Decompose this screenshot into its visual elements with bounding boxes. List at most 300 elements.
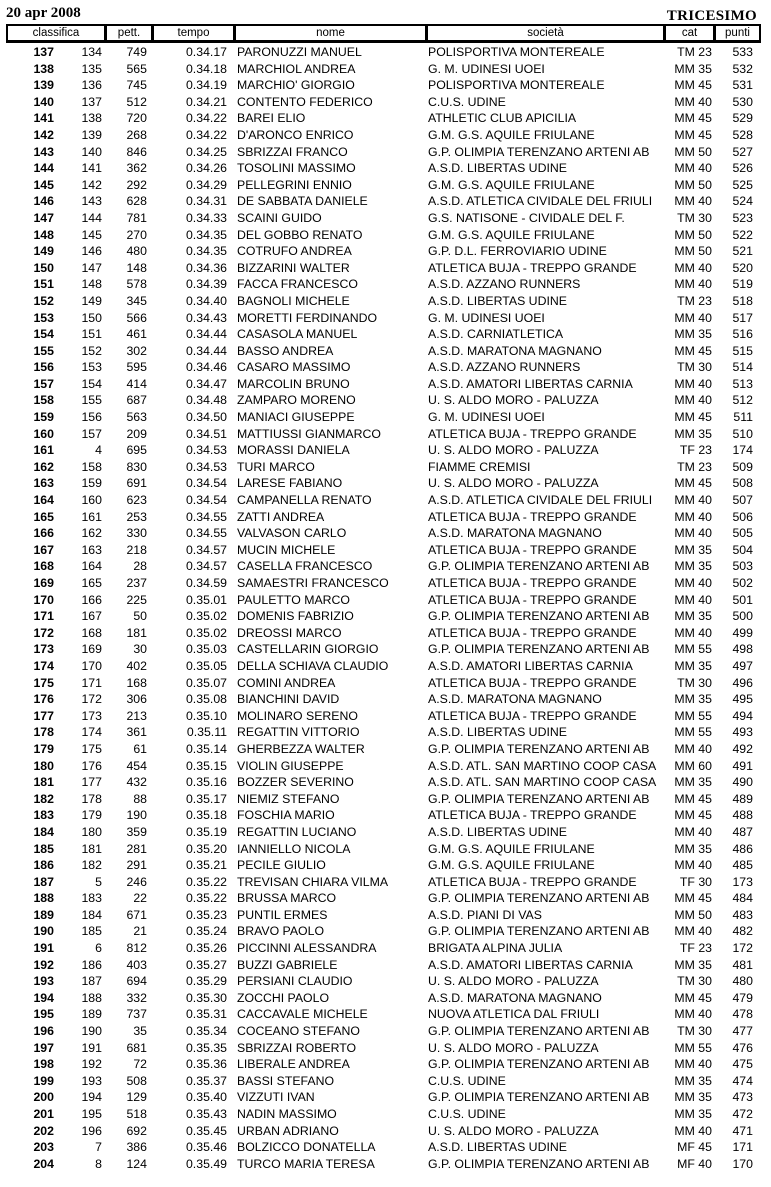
points-cell: 497	[732, 658, 753, 673]
club-cell: G.P. D.L. FERROVIARIO UDINE	[428, 244, 607, 259]
club-cell: G.P. OLIMPIA TERENZANO ARTENI AB	[428, 609, 650, 624]
points-cell: 515	[732, 343, 753, 358]
table-row	[0, 392, 771, 409]
athlete-name-cell: BAGNOLI MICHELE	[237, 293, 350, 308]
time-cell: 0.35.22	[185, 891, 227, 906]
club-cell: C.U.S. UDINE	[428, 1073, 506, 1088]
bib-number-cell: 461	[126, 327, 147, 342]
athlete-name-cell: FOSCHIA MARIO	[237, 808, 335, 823]
category-rank-cell: 156	[81, 410, 102, 425]
table-row	[0, 658, 771, 675]
club-cell: A.S.D. MARATONA MAGNANO	[428, 990, 602, 1005]
category-cell: MM 50	[674, 244, 712, 259]
bib-number-cell: 518	[126, 1107, 147, 1121]
club-cell: ATLETICA BUJA - TREPPO GRANDE	[428, 509, 637, 524]
time-cell: 0.34.48	[185, 393, 227, 408]
club-cell: G.P. OLIMPIA TERENZANO ARTENI AB	[428, 891, 650, 906]
table-row	[0, 509, 771, 526]
club-cell: POLISPORTIVA MONTEREALE	[428, 78, 605, 93]
classifica-cell: 167	[33, 542, 54, 557]
points-cell: 519	[732, 277, 753, 292]
category-rank-cell: 150	[81, 310, 102, 325]
category-rank-cell: 186	[81, 957, 102, 972]
points-cell: 501	[732, 592, 753, 607]
bib-number-cell: 168	[126, 675, 147, 690]
club-cell: A.S.D. MARATONA MAGNANO	[428, 526, 602, 541]
category-cell: MM 40	[674, 592, 712, 607]
classifica-cell: 181	[33, 775, 54, 790]
bib-number-cell: 88	[133, 791, 147, 806]
athlete-name-cell: MUCIN MICHELE	[237, 542, 336, 557]
points-cell: 518	[732, 293, 753, 308]
classifica-cell: 193	[33, 974, 54, 989]
category-rank-cell: 140	[81, 144, 102, 159]
category-cell: MM 35	[674, 775, 712, 790]
category-rank-cell: 171	[81, 675, 102, 690]
bib-number-cell: 512	[126, 94, 147, 109]
time-cell: 0.35.03	[185, 642, 227, 657]
category-cell: TM 30	[677, 1024, 712, 1039]
category-cell: MM 40	[674, 858, 712, 873]
time-cell: 0.35.15	[185, 758, 227, 773]
classifica-cell: 184	[33, 824, 54, 839]
athlete-name-cell: DELLA SCHIAVA CLAUDIO	[237, 658, 389, 673]
bib-number-cell: 846	[126, 144, 147, 159]
table-row	[0, 77, 771, 94]
table-row	[0, 127, 771, 144]
table-row	[0, 807, 771, 824]
athlete-name-cell: CACCAVALE MICHELE	[237, 1007, 368, 1022]
classifica-cell: 151	[33, 277, 54, 292]
athlete-name-cell: MOLINARO SERENO	[237, 708, 358, 723]
category-rank-cell: 169	[81, 642, 102, 657]
athlete-name-cell: MARCHIO' GIORGIO	[237, 78, 355, 93]
classifica-cell: 152	[33, 293, 54, 308]
athlete-name-cell: TOSOLINI MASSIMO	[237, 161, 356, 176]
athlete-name-cell: REGATTIN VITTORIO	[237, 725, 360, 740]
bib-number-cell: 403	[126, 957, 147, 972]
bib-number-cell: 454	[126, 758, 147, 773]
points-cell: 507	[732, 493, 753, 508]
club-cell: G.M. G.S. AQUILE FRIULANE	[428, 127, 595, 142]
table-row	[0, 575, 771, 592]
table-row	[0, 741, 771, 758]
time-cell: 0.35.26	[185, 941, 227, 956]
category-rank-cell: 188	[81, 990, 102, 1005]
column-header-nome: nome	[236, 26, 425, 40]
category-rank-cell: 165	[81, 576, 102, 590]
athlete-name-cell: BIANCHINI DAVID	[237, 692, 340, 707]
club-cell: BRIGATA ALPINA JULIA	[428, 941, 563, 956]
classifica-cell: 165	[33, 509, 54, 524]
time-cell: 0.34.44	[185, 327, 227, 342]
table-row	[0, 691, 771, 708]
table-row	[0, 193, 771, 210]
time-cell: 0.35.17	[185, 791, 227, 806]
classifica-cell: 194	[33, 990, 54, 1005]
category-rank-cell: 178	[81, 791, 102, 806]
athlete-name-cell: COCEANO STEFANO	[237, 1024, 360, 1039]
category-rank-cell: 187	[81, 974, 102, 989]
club-cell: C.U.S. UDINE	[428, 94, 506, 109]
athlete-name-cell: BRAVO PAOLO	[237, 924, 325, 939]
athlete-name-cell: VALVASON CARLO	[237, 526, 347, 541]
points-cell: 471	[732, 1123, 753, 1138]
athlete-name-cell: LIBERALE ANDREA	[237, 1057, 350, 1072]
classifica-cell: 155	[33, 343, 54, 358]
time-cell: 0.34.33	[185, 210, 227, 225]
bib-number-cell: 737	[126, 1007, 147, 1022]
classifica-cell: 149	[33, 244, 54, 259]
table-row	[0, 260, 771, 277]
time-cell: 0.35.49	[185, 1156, 227, 1171]
classifica-cell: 186	[33, 858, 54, 873]
category-cell: MM 55	[674, 1040, 712, 1055]
category-rank-cell: 168	[81, 625, 102, 640]
time-cell: 0.34.22	[185, 111, 227, 126]
classifica-cell: 192	[33, 957, 54, 972]
bib-number-cell: 812	[126, 941, 147, 956]
points-cell: 488	[732, 808, 753, 823]
time-cell: 0.35.11	[186, 725, 227, 740]
points-cell: 528	[732, 127, 753, 142]
category-cell: MM 40	[674, 310, 712, 325]
athlete-name-cell: PARONUZZI MANUEL	[237, 45, 362, 59]
time-cell: 0.34.21	[185, 94, 227, 109]
athlete-name-cell: BIZZARINI WALTER	[237, 260, 350, 275]
bib-number-cell: 681	[126, 1040, 147, 1055]
points-cell: 484	[732, 891, 753, 906]
time-cell: 0.35.20	[185, 841, 227, 856]
time-cell: 0.35.30	[185, 990, 227, 1005]
points-cell: 513	[732, 376, 753, 391]
time-cell: 0.34.44	[185, 343, 227, 358]
category-rank-cell: 172	[81, 692, 102, 707]
time-cell: 0.34.26	[185, 161, 227, 176]
athlete-name-cell: BOZZER SEVERINO	[237, 775, 354, 790]
category-cell: TM 23	[677, 293, 712, 308]
category-cell: MM 35	[674, 692, 712, 707]
column-header-tempo: tempo	[154, 26, 233, 40]
classifica-cell: 170	[33, 592, 54, 607]
bib-number-cell: 432	[126, 775, 147, 790]
table-row	[0, 758, 771, 775]
table-row	[0, 293, 771, 310]
classifica-cell: 201	[33, 1107, 54, 1121]
classifica-cell: 189	[33, 907, 54, 922]
time-cell: 0.35.02	[185, 609, 227, 624]
points-cell: 173	[732, 874, 753, 889]
club-cell: G.S. NATISONE - CIVIDALE DEL F.	[428, 210, 625, 225]
club-cell: ATLETICA BUJA - TREPPO GRANDE	[428, 426, 637, 441]
category-cell: MM 40	[674, 393, 712, 408]
points-cell: 522	[732, 227, 753, 242]
time-cell: 0.34.47	[185, 376, 227, 391]
time-cell: 0.35.29	[185, 974, 227, 989]
classifica-cell: 199	[33, 1073, 54, 1088]
time-cell: 0.35.19	[185, 824, 227, 839]
bib-number-cell: 508	[126, 1073, 147, 1088]
bib-number-cell: 213	[126, 708, 147, 723]
club-cell: POLISPORTIVA MONTEREALE	[428, 45, 605, 59]
club-cell: G. M. UDINESI UOEI	[428, 310, 545, 325]
time-cell: 0.35.23	[185, 907, 227, 922]
category-rank-cell: 167	[81, 609, 102, 624]
points-cell: 174	[732, 443, 753, 458]
athlete-name-cell: CASASOLA MANUEL	[237, 327, 358, 342]
bib-number-cell: 386	[126, 1140, 147, 1155]
time-cell: 0.35.37	[185, 1073, 227, 1088]
category-cell: MM 45	[674, 127, 712, 142]
bib-number-cell: 566	[126, 310, 147, 325]
classifica-cell: 174	[33, 658, 54, 673]
classifica-cell: 157	[33, 376, 54, 391]
athlete-name-cell: MARCHIOL ANDREA	[237, 61, 356, 76]
points-cell: 476	[732, 1040, 753, 1055]
category-cell: MM 40	[674, 509, 712, 524]
category-cell: MM 40	[674, 94, 712, 109]
club-cell: U. S. ALDO MORO - PALUZZA	[428, 443, 599, 458]
table-row	[0, 675, 771, 692]
athlete-name-cell: CASELLA FRANCESCO	[237, 559, 373, 574]
table-row	[0, 276, 771, 293]
club-cell: ATLETICA BUJA - TREPPO GRANDE	[428, 625, 637, 640]
category-cell: MM 45	[674, 111, 712, 126]
club-cell: A.S.D. LIBERTAS UDINE	[428, 161, 567, 176]
athlete-name-cell: NADIN MASSIMO	[237, 1107, 337, 1121]
bib-number-cell: 414	[126, 376, 147, 391]
category-rank-cell: 144	[81, 210, 102, 225]
classifica-cell: 162	[33, 459, 54, 474]
club-cell: U. S. ALDO MORO - PALUZZA	[428, 1040, 599, 1055]
time-cell: 0.35.45	[185, 1123, 227, 1138]
category-cell: MM 35	[674, 542, 712, 557]
points-cell: 523	[732, 210, 753, 225]
points-cell: 533	[732, 45, 753, 59]
category-rank-cell: 160	[81, 493, 102, 508]
club-cell: A.S.D. PIANI DI VAS	[428, 907, 542, 922]
points-cell: 510	[732, 426, 753, 441]
table-row	[0, 940, 771, 957]
athlete-name-cell: REGATTIN LUCIANO	[237, 824, 357, 839]
points-cell: 495	[732, 692, 753, 707]
classifica-cell: 182	[33, 791, 54, 806]
bib-number-cell: 695	[126, 443, 147, 458]
category-cell: MM 60	[674, 758, 712, 773]
time-cell: 0.35.46	[185, 1140, 227, 1155]
category-cell: TM 30	[677, 210, 712, 225]
time-cell: 0.34.59	[185, 576, 227, 590]
category-cell: MM 50	[674, 177, 712, 192]
bib-number-cell: 402	[126, 658, 147, 673]
athlete-name-cell: NIEMIZ STEFANO	[237, 791, 340, 806]
category-rank-cell: 159	[81, 476, 102, 491]
category-cell: MM 45	[674, 791, 712, 806]
points-cell: 499	[732, 625, 753, 640]
bib-number-cell: 292	[126, 177, 147, 192]
time-cell: 0.35.43	[185, 1107, 227, 1121]
category-cell: MF 45	[677, 1140, 712, 1155]
time-cell: 0.34.57	[185, 559, 227, 574]
category-rank-cell: 142	[81, 177, 102, 192]
table-row	[0, 1073, 771, 1090]
category-cell: MM 45	[674, 476, 712, 491]
bib-number-cell: 332	[126, 990, 147, 1005]
time-cell: 0.34.51	[185, 426, 227, 441]
category-cell: TF 23	[679, 443, 712, 458]
bib-number-cell: 687	[126, 393, 147, 408]
time-cell: 0.35.07	[185, 675, 227, 690]
category-cell: MM 45	[674, 410, 712, 425]
table-row	[0, 973, 771, 990]
points-cell: 473	[732, 1090, 753, 1105]
table-row	[0, 1023, 771, 1040]
category-rank-cell: 175	[81, 741, 102, 756]
club-cell: A.S.D. LIBERTAS UDINE	[428, 725, 567, 740]
classifica-cell: 159	[33, 410, 54, 425]
athlete-name-cell: ZAMPARO MORENO	[237, 393, 356, 408]
club-cell: U. S. ALDO MORO - PALUZZA	[428, 1123, 599, 1138]
time-cell: 0.34.19	[185, 78, 227, 93]
category-cell: MM 45	[674, 343, 712, 358]
time-cell: 0.34.17	[185, 45, 227, 59]
classifica-cell: 196	[33, 1024, 54, 1039]
club-cell: A.S.D. MARATONA MAGNANO	[428, 343, 602, 358]
club-cell: G.P. OLIMPIA TERENZANO ARTENI AB	[428, 924, 650, 939]
athlete-name-cell: DOMENIS FABRIZIO	[237, 609, 354, 624]
points-cell: 509	[732, 459, 753, 474]
category-rank-cell: 173	[81, 708, 102, 723]
table-row	[0, 243, 771, 260]
points-cell: 511	[733, 410, 753, 425]
athlete-name-cell: PUNTIL ERMES	[237, 907, 328, 922]
club-cell: U. S. ALDO MORO - PALUZZA	[428, 393, 599, 408]
club-cell: G.P. OLIMPIA TERENZANO ARTENI AB	[428, 791, 650, 806]
points-cell: 472	[732, 1107, 753, 1121]
points-cell: 514	[732, 360, 753, 375]
points-cell: 485	[732, 858, 753, 873]
category-rank-cell: 177	[81, 775, 102, 790]
bib-number-cell: 281	[126, 841, 147, 856]
bib-number-cell: 225	[126, 592, 147, 607]
time-cell: 0.35.10	[185, 708, 227, 723]
classifica-cell: 200	[33, 1090, 54, 1105]
club-cell: G.M. G.S. AQUILE FRIULANE	[428, 227, 595, 242]
category-rank-cell: 153	[81, 360, 102, 375]
points-cell: 490	[732, 775, 753, 790]
bib-number-cell: 148	[126, 260, 147, 275]
classifica-cell: 191	[33, 941, 54, 956]
bib-number-cell: 30	[133, 642, 147, 657]
category-rank-cell: 135	[81, 61, 102, 76]
bib-number-cell: 246	[126, 874, 147, 889]
bib-number-cell: 35	[133, 1024, 147, 1039]
category-rank-cell: 170	[81, 658, 102, 673]
athlete-name-cell: SAMAESTRI FRANCESCO	[237, 576, 389, 590]
table-row	[0, 110, 771, 127]
athlete-name-cell: COTRUFO ANDREA	[237, 244, 352, 259]
column-header-societa: società	[428, 26, 663, 40]
classifica-cell: 150	[33, 260, 54, 275]
table-row	[0, 227, 771, 244]
category-cell: MM 40	[674, 1057, 712, 1072]
table-row	[0, 210, 771, 227]
time-cell: 0.34.25	[185, 144, 227, 159]
time-cell: 0.35.18	[185, 808, 227, 823]
category-rank-cell: 152	[81, 343, 102, 358]
classifica-cell: 179	[33, 741, 54, 756]
classifica-cell: 169	[33, 576, 54, 590]
athlete-name-cell: PICCINNI ALESSANDRA	[237, 941, 377, 956]
table-row	[0, 61, 771, 78]
category-rank-cell: 162	[81, 526, 102, 541]
category-rank-cell: 8	[95, 1156, 102, 1171]
table-row	[0, 774, 771, 791]
club-cell: A.S.D. MARATONA MAGNANO	[428, 692, 602, 707]
classifica-cell: 163	[33, 476, 54, 491]
bib-number-cell: 253	[126, 509, 147, 524]
category-rank-cell: 138	[81, 111, 102, 126]
category-rank-cell: 149	[81, 293, 102, 308]
time-cell: 0.35.01	[185, 592, 227, 607]
category-rank-cell: 158	[81, 459, 102, 474]
category-cell: MM 55	[674, 725, 712, 740]
points-cell: 493	[732, 725, 753, 740]
table-row	[0, 525, 771, 542]
table-row	[0, 1006, 771, 1023]
club-cell: A.S.D. ATL. SAN MARTINO COOP CASA	[428, 758, 657, 773]
points-cell: 526	[732, 161, 753, 176]
athlete-name-cell: PAULETTO MARCO	[237, 592, 350, 607]
category-rank-cell: 164	[81, 559, 102, 574]
points-cell: 496	[732, 675, 753, 690]
classifica-cell: 175	[33, 675, 54, 690]
classifica-cell: 147	[33, 210, 54, 225]
club-cell: ATLETICA BUJA - TREPPO GRANDE	[428, 808, 637, 823]
club-cell: A.S.D. LIBERTAS UDINE	[428, 824, 567, 839]
time-cell: 0.35.34	[185, 1024, 227, 1039]
bib-number-cell: 72	[133, 1057, 147, 1072]
category-cell: MM 50	[674, 907, 712, 922]
category-rank-cell: 163	[81, 542, 102, 557]
table-row	[0, 359, 771, 376]
table-row	[0, 475, 771, 492]
time-cell: 0.35.35	[185, 1040, 227, 1055]
category-cell: MM 40	[674, 161, 712, 176]
club-cell: G.P. OLIMPIA TERENZANO ARTENI AB	[428, 1156, 650, 1171]
classifica-cell: 160	[33, 426, 54, 441]
bib-number-cell: 578	[126, 277, 147, 292]
club-cell: G.P. OLIMPIA TERENZANO ARTENI AB	[428, 144, 650, 159]
points-cell: 521	[732, 244, 753, 259]
club-cell: ATLETICA BUJA - TREPPO GRANDE	[428, 675, 637, 690]
time-cell: 0.34.46	[185, 360, 227, 375]
club-cell: G.M. G.S. AQUILE FRIULANE	[428, 177, 595, 192]
category-cell: MF 40	[677, 1156, 712, 1171]
table-row	[0, 343, 771, 360]
athlete-name-cell: MATTIUSSI GIANMARCO	[237, 426, 381, 441]
athlete-name-cell: MARCOLIN BRUNO	[237, 376, 350, 391]
points-cell: 489	[732, 791, 753, 806]
points-cell: 492	[732, 741, 753, 756]
points-cell: 494	[732, 708, 753, 723]
table-row	[0, 160, 771, 177]
category-cell: MM 50	[674, 227, 712, 242]
category-rank-cell: 190	[81, 1024, 102, 1039]
category-cell: MM 40	[674, 493, 712, 508]
category-rank-cell: 184	[81, 907, 102, 922]
club-cell: A.S.D. LIBERTAS UDINE	[428, 293, 567, 308]
